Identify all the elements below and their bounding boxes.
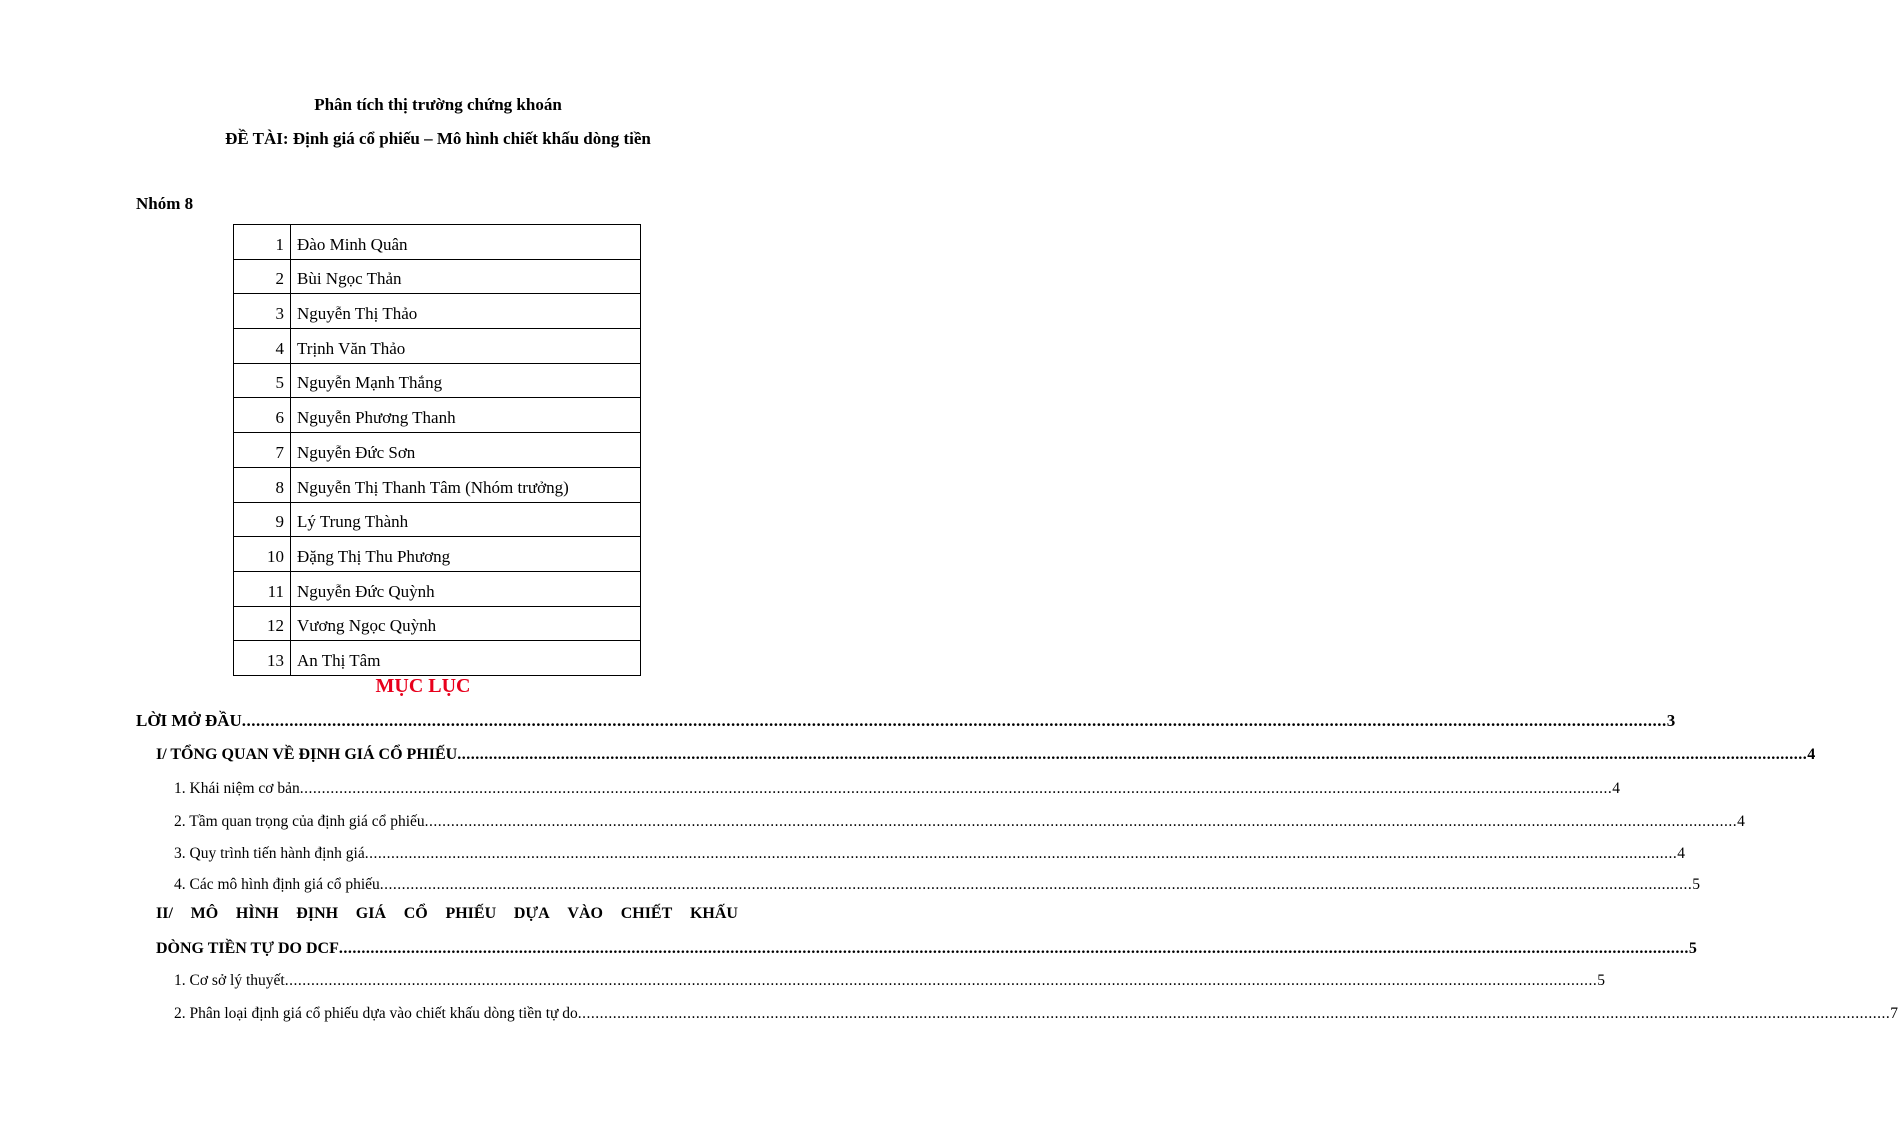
member-number: 10 (234, 537, 291, 572)
member-name: Bùi Ngọc Thản (291, 259, 641, 294)
member-row (234, 225, 641, 260)
toc-entry (136, 711, 1676, 731)
member-name: Nguyễn Phương Thanh (291, 398, 641, 433)
member-row (234, 537, 641, 572)
member-row (234, 259, 641, 294)
toc-entry (174, 813, 1745, 831)
toc-leader: ............................................................................................................................................................................................................................................................................................................ (577, 1005, 1891, 1022)
toc-entry-page: 5 (1597, 972, 1605, 989)
toc-leader: ............................................................................................................................................................................................................................................................................................................ (424, 813, 1738, 830)
heading-word: PHIẾU (445, 905, 497, 922)
heading-word: KHẤU (689, 905, 738, 922)
member-name: Nguyễn Mạnh Thắng (291, 363, 641, 398)
toc-entry-text: 1. Cơ sở lý thuyết (174, 972, 285, 989)
toc-entry-text: 2. Tầm quan trọng của định giá cổ phiếu (174, 813, 425, 830)
member-row (234, 571, 641, 606)
toc-entry-text: 1. Khái niệm cơ bản (174, 780, 300, 797)
member-row (234, 502, 641, 537)
member-name: Đặng Thị Thu Phương (291, 537, 641, 572)
member-number: 11 (234, 571, 291, 606)
heading-word: VÀO (567, 905, 603, 922)
toc-leader: ............................................................................................................................................................................................................................................................................................................ (241, 711, 1667, 730)
member-name: Nguyễn Đức Sơn (291, 433, 641, 468)
member-number: 9 (234, 502, 291, 537)
toc-entry (156, 940, 1697, 958)
heading-word: CỔ (403, 905, 428, 922)
member-row (234, 641, 641, 676)
group-label: Nhóm 8 (136, 194, 194, 213)
toc-entry (174, 876, 1701, 894)
member-row (234, 294, 641, 329)
toc-leader: ............................................................................................................................................................................................................................................................................................................ (284, 972, 1598, 989)
member-number: 8 (234, 467, 291, 502)
member-number: 13 (234, 641, 291, 676)
toc-entry-page: 5 (1688, 940, 1697, 957)
toc-leader: ............................................................................................................................................................................................................................................................................................................ (379, 876, 1693, 893)
toc-section2-heading (156, 905, 738, 923)
toc-entry-text: DÒNG TIỀN TỰ DO DCF (156, 940, 339, 957)
member-name: Nguyễn Thị Thảo (291, 294, 641, 329)
member-number: 12 (234, 606, 291, 641)
toc-entry-text: I/ TỔNG QUAN VỀ ĐỊNH GIÁ CỔ PHIẾU (156, 746, 458, 763)
member-number: 5 (234, 363, 291, 398)
toc-entry-text: 2. Phân loại định giá cổ phiếu dựa vào chiết khấu dòng tiền tự do (174, 1005, 578, 1022)
member-name: Nguyễn Thị Thanh Tâm (Nhóm trưởng) (291, 467, 641, 502)
heading-word: ĐỊNH (296, 905, 339, 922)
toc-entry-page: 4 (1737, 813, 1745, 830)
member-name: Nguyễn Đức Quỳnh (291, 571, 641, 606)
toc-leader: ............................................................................................................................................................................................................................................................................................................ (338, 940, 1689, 957)
toc-leader: ............................................................................................................................................................................................................................................................................................................ (299, 780, 1613, 797)
toc-entry (174, 1005, 1898, 1023)
member-name: Vương Ngọc Quỳnh (291, 606, 641, 641)
toc-entry-page: 7 (1890, 1005, 1898, 1022)
heading-word: MÔ (190, 905, 219, 922)
member-name: Trịnh Văn Thảo (291, 329, 641, 364)
toc-leader: ............................................................................................................................................................................................................................................................................................................ (364, 845, 1678, 862)
toc-entry-page: 4 (1612, 780, 1620, 797)
topic-title: ĐỀ TÀI: Định giá cổ phiếu – Mô hình chiết khấu dòng tiền (225, 129, 651, 148)
heading-word: CHIẾT (620, 905, 673, 922)
member-row (234, 363, 641, 398)
member-row (234, 467, 641, 502)
toc-entry-page: 4 (1807, 746, 1816, 763)
member-number: 2 (234, 259, 291, 294)
toc-entry-text: 3. Quy trình tiến hành định giá (174, 845, 365, 862)
member-name: An Thị Tâm (291, 641, 641, 676)
member-row (234, 606, 641, 641)
member-row (234, 329, 641, 364)
member-number: 6 (234, 398, 291, 433)
toc-entry-page: 3 (1666, 711, 1676, 730)
toc-entry-page: 4 (1677, 845, 1685, 862)
heading-word: GIÁ (355, 905, 387, 922)
heading-word: II/ (156, 905, 173, 922)
toc-entry-text: LỜI MỞ ĐẦU (136, 711, 242, 730)
heading-word: HÌNH (235, 905, 279, 922)
toc-heading: MỤC LỤC (375, 675, 471, 697)
toc-entry (156, 746, 1816, 764)
toc-entry (174, 845, 1685, 863)
member-row (234, 433, 641, 468)
toc-entry-page: 5 (1692, 876, 1701, 893)
member-number: 3 (234, 294, 291, 329)
member-row (234, 398, 641, 433)
course-title: Phân tích thị trường chứng khoán (314, 95, 562, 114)
member-number: 1 (234, 225, 291, 260)
heading-word: DỰA (513, 905, 550, 922)
toc-entry (174, 780, 1620, 798)
member-number: 4 (234, 329, 291, 364)
member-name: Lý Trung Thành (291, 502, 641, 537)
toc-entry-text: 4. Các mô hình định giá cổ phiếu (174, 876, 380, 893)
toc-entry (174, 972, 1605, 990)
toc-leader: ............................................................................................................................................................................................................................................................................................................ (457, 746, 1808, 763)
member-number: 7 (234, 433, 291, 468)
members-table (233, 224, 641, 676)
member-name: Đào Minh Quân (291, 225, 641, 260)
